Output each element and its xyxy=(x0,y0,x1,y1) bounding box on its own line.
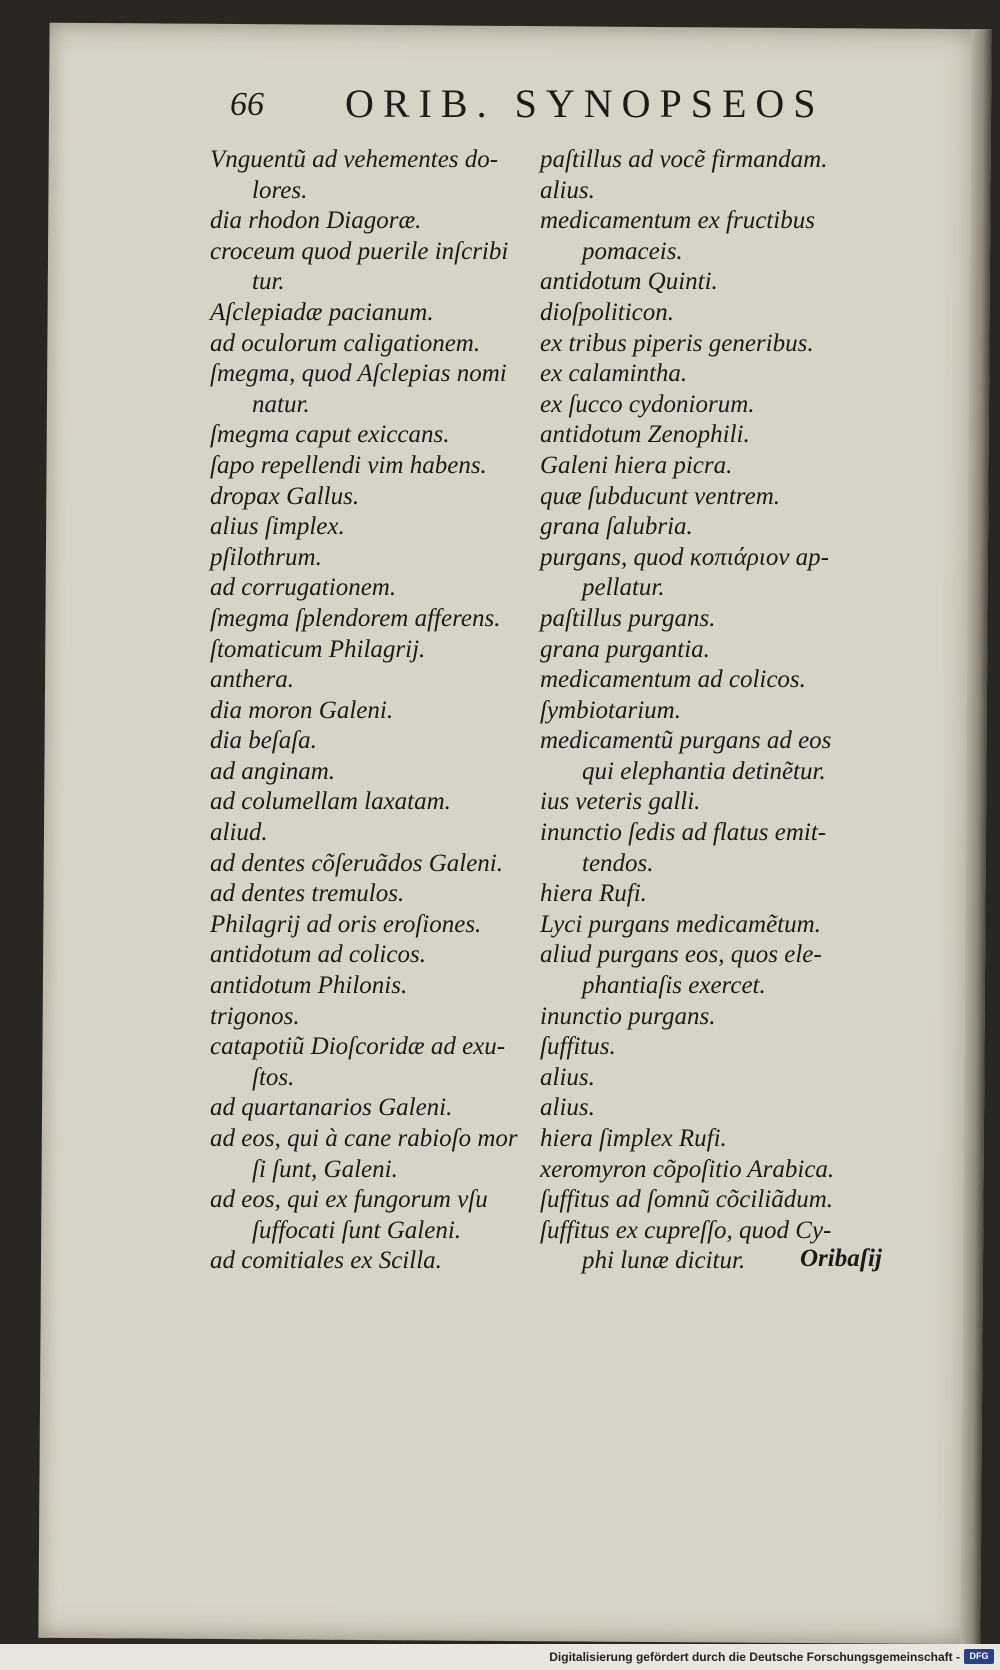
footer-credit: Digitalisierung gefördert durch die Deutsche Forschungsgemeinschaft - xyxy=(549,1650,960,1664)
index-entry: ad eos, qui à cane rabioſo mor xyxy=(210,1125,518,1152)
index-entry: Philagrij ad oris eroſiones. xyxy=(210,910,482,938)
index-entry: pomaceis. xyxy=(582,237,683,265)
running-title: ORIB. SYNOPSEOS xyxy=(345,81,825,126)
index-entry: ad columellam laxatam. xyxy=(210,788,451,816)
index-entry: qui elephantia detinẽtur. xyxy=(582,757,826,785)
index-entry: antidotum ad colicos. xyxy=(210,941,426,969)
footer-bar xyxy=(0,1644,1000,1670)
catchword: Oribaſij xyxy=(800,1245,882,1272)
index-entry: ad quartanarios Galeni. xyxy=(210,1094,453,1122)
page-number: 66 xyxy=(230,86,264,123)
index-entry: grana ſalubria. xyxy=(540,513,693,541)
index-entry: ex ſucco cydoniorum. xyxy=(540,390,755,418)
index-entry: ad dentes cõſeruãdos Galeni. xyxy=(210,849,504,877)
index-entry: antidotum Zenophili. xyxy=(540,421,750,449)
index-entry: alius. xyxy=(540,1094,595,1122)
index-entry: medicamentũ purgans ad eos xyxy=(540,727,832,755)
index-entry: aliud purgans eos, quos ele- xyxy=(540,941,822,969)
index-entry: ad dentes tremulos. xyxy=(210,880,405,908)
index-entry: xeromyron cõpoſitio Arabica. xyxy=(540,1155,835,1183)
index-entry: lores. xyxy=(252,176,308,204)
index-entry: ex tribus piperis generibus. xyxy=(540,329,814,357)
index-entry: ad anginam. xyxy=(210,757,335,785)
index-entry: ſtos. xyxy=(252,1063,295,1091)
index-entry: natur. xyxy=(252,390,310,418)
index-entry: ſuffitus ad ſomnũ cõciliãdum. xyxy=(540,1186,834,1214)
index-entry: grana purgantia. xyxy=(540,635,710,663)
index-entry: purgans, quod κοπιάριον ap- xyxy=(540,543,829,571)
index-entry: tur. xyxy=(252,268,285,296)
index-entry: dia beſaſa. xyxy=(210,727,317,755)
index-entry: trigonos. xyxy=(210,1002,300,1030)
index-entry: quæ ſubducunt ventrem. xyxy=(540,482,781,510)
index-entry: ſapo repellendi vim habens. xyxy=(210,451,487,479)
index-entry: croceum quod puerile inſcribi xyxy=(210,237,509,265)
index-entry: ſuffitus. xyxy=(540,1033,616,1061)
index-entry: hiera Rufi. xyxy=(540,880,647,908)
index-entry: antidotum Philonis. xyxy=(210,972,408,1000)
index-entry: dioſpoliticon. xyxy=(540,298,675,326)
index-entry: dia moron Galeni. xyxy=(210,696,394,724)
dfg-logo: DFG xyxy=(964,1649,994,1664)
index-entry: catapotiũ Dioſcoridæ ad exu- xyxy=(210,1033,506,1061)
index-entry: ex calamintha. xyxy=(540,360,688,388)
index-entry: pſilothrum. xyxy=(210,543,322,571)
index-entry: inunctio purgans. xyxy=(540,1002,716,1030)
index-entry: ad eos, qui ex fungorum vſu xyxy=(210,1186,488,1214)
index-entry: ſymbiotarium. xyxy=(540,696,681,724)
index-entry: ius veteris galli. xyxy=(540,788,701,816)
index-entry: ſmegma ſplendorem afferens. xyxy=(210,604,501,632)
index-entry: ſuffitus ex cupreſſo, quod Cy- xyxy=(540,1216,832,1244)
index-entry: anthera. xyxy=(210,666,295,694)
index-entry: aliud. xyxy=(210,819,268,847)
index-entry: ſmegma, quod Aſclepias nomi xyxy=(210,360,507,388)
index-entry: Galeni hiera picra. xyxy=(540,451,733,479)
running-head xyxy=(230,80,870,140)
index-entry: dropax Gallus. xyxy=(210,482,360,510)
index-entry: phi lunæ dicitur. xyxy=(582,1247,746,1275)
index-entry: alius. xyxy=(540,1063,595,1091)
index-entry: dia rhodon Diagoræ. xyxy=(210,207,422,235)
index-entry: Lyci purgans medicamẽtum. xyxy=(540,910,821,938)
index-entry: ſmegma caput exiccans. xyxy=(210,421,450,449)
index-entry: Aſclepiadæ pacianum. xyxy=(210,298,434,326)
index-entry: ſtomaticum Philagrij. xyxy=(210,635,426,663)
page-edge xyxy=(960,29,991,1644)
index-entry: ad corrugationem. xyxy=(210,574,397,602)
index-entry: ſi ſunt, Galeni. xyxy=(252,1155,398,1183)
index-entry: alius ſimplex. xyxy=(210,513,345,541)
index-entry: tendos. xyxy=(582,849,654,877)
index-entry: paſtillus purgans. xyxy=(540,604,716,632)
index-entry: pellatur. xyxy=(582,574,665,602)
index-entry: phantiaſis exercet. xyxy=(582,972,766,1000)
index-entry: paſtillus ad vocẽ firmandam. xyxy=(540,146,828,173)
index-entry: Vnguentũ ad vehementes do- xyxy=(210,146,499,173)
index-entry: hiera ſimplex Rufi. xyxy=(540,1125,727,1152)
index-entry: ſuffocati ſunt Galeni. xyxy=(252,1216,462,1244)
index-entry: alius. xyxy=(540,176,595,204)
left-column xyxy=(210,145,570,1277)
index-entry: antidotum Quinti. xyxy=(540,268,718,296)
index-entry: ad oculorum caligationem. xyxy=(210,329,481,357)
index-entry: medicamentum ex fructibus xyxy=(540,207,815,235)
index-entry: medicamentum ad colicos. xyxy=(540,666,806,694)
index-entry: inunctio ſedis ad flatus emit- xyxy=(540,819,827,847)
index-entry: ad comitiales ex Scilla. xyxy=(210,1247,442,1275)
right-column xyxy=(540,145,925,1277)
